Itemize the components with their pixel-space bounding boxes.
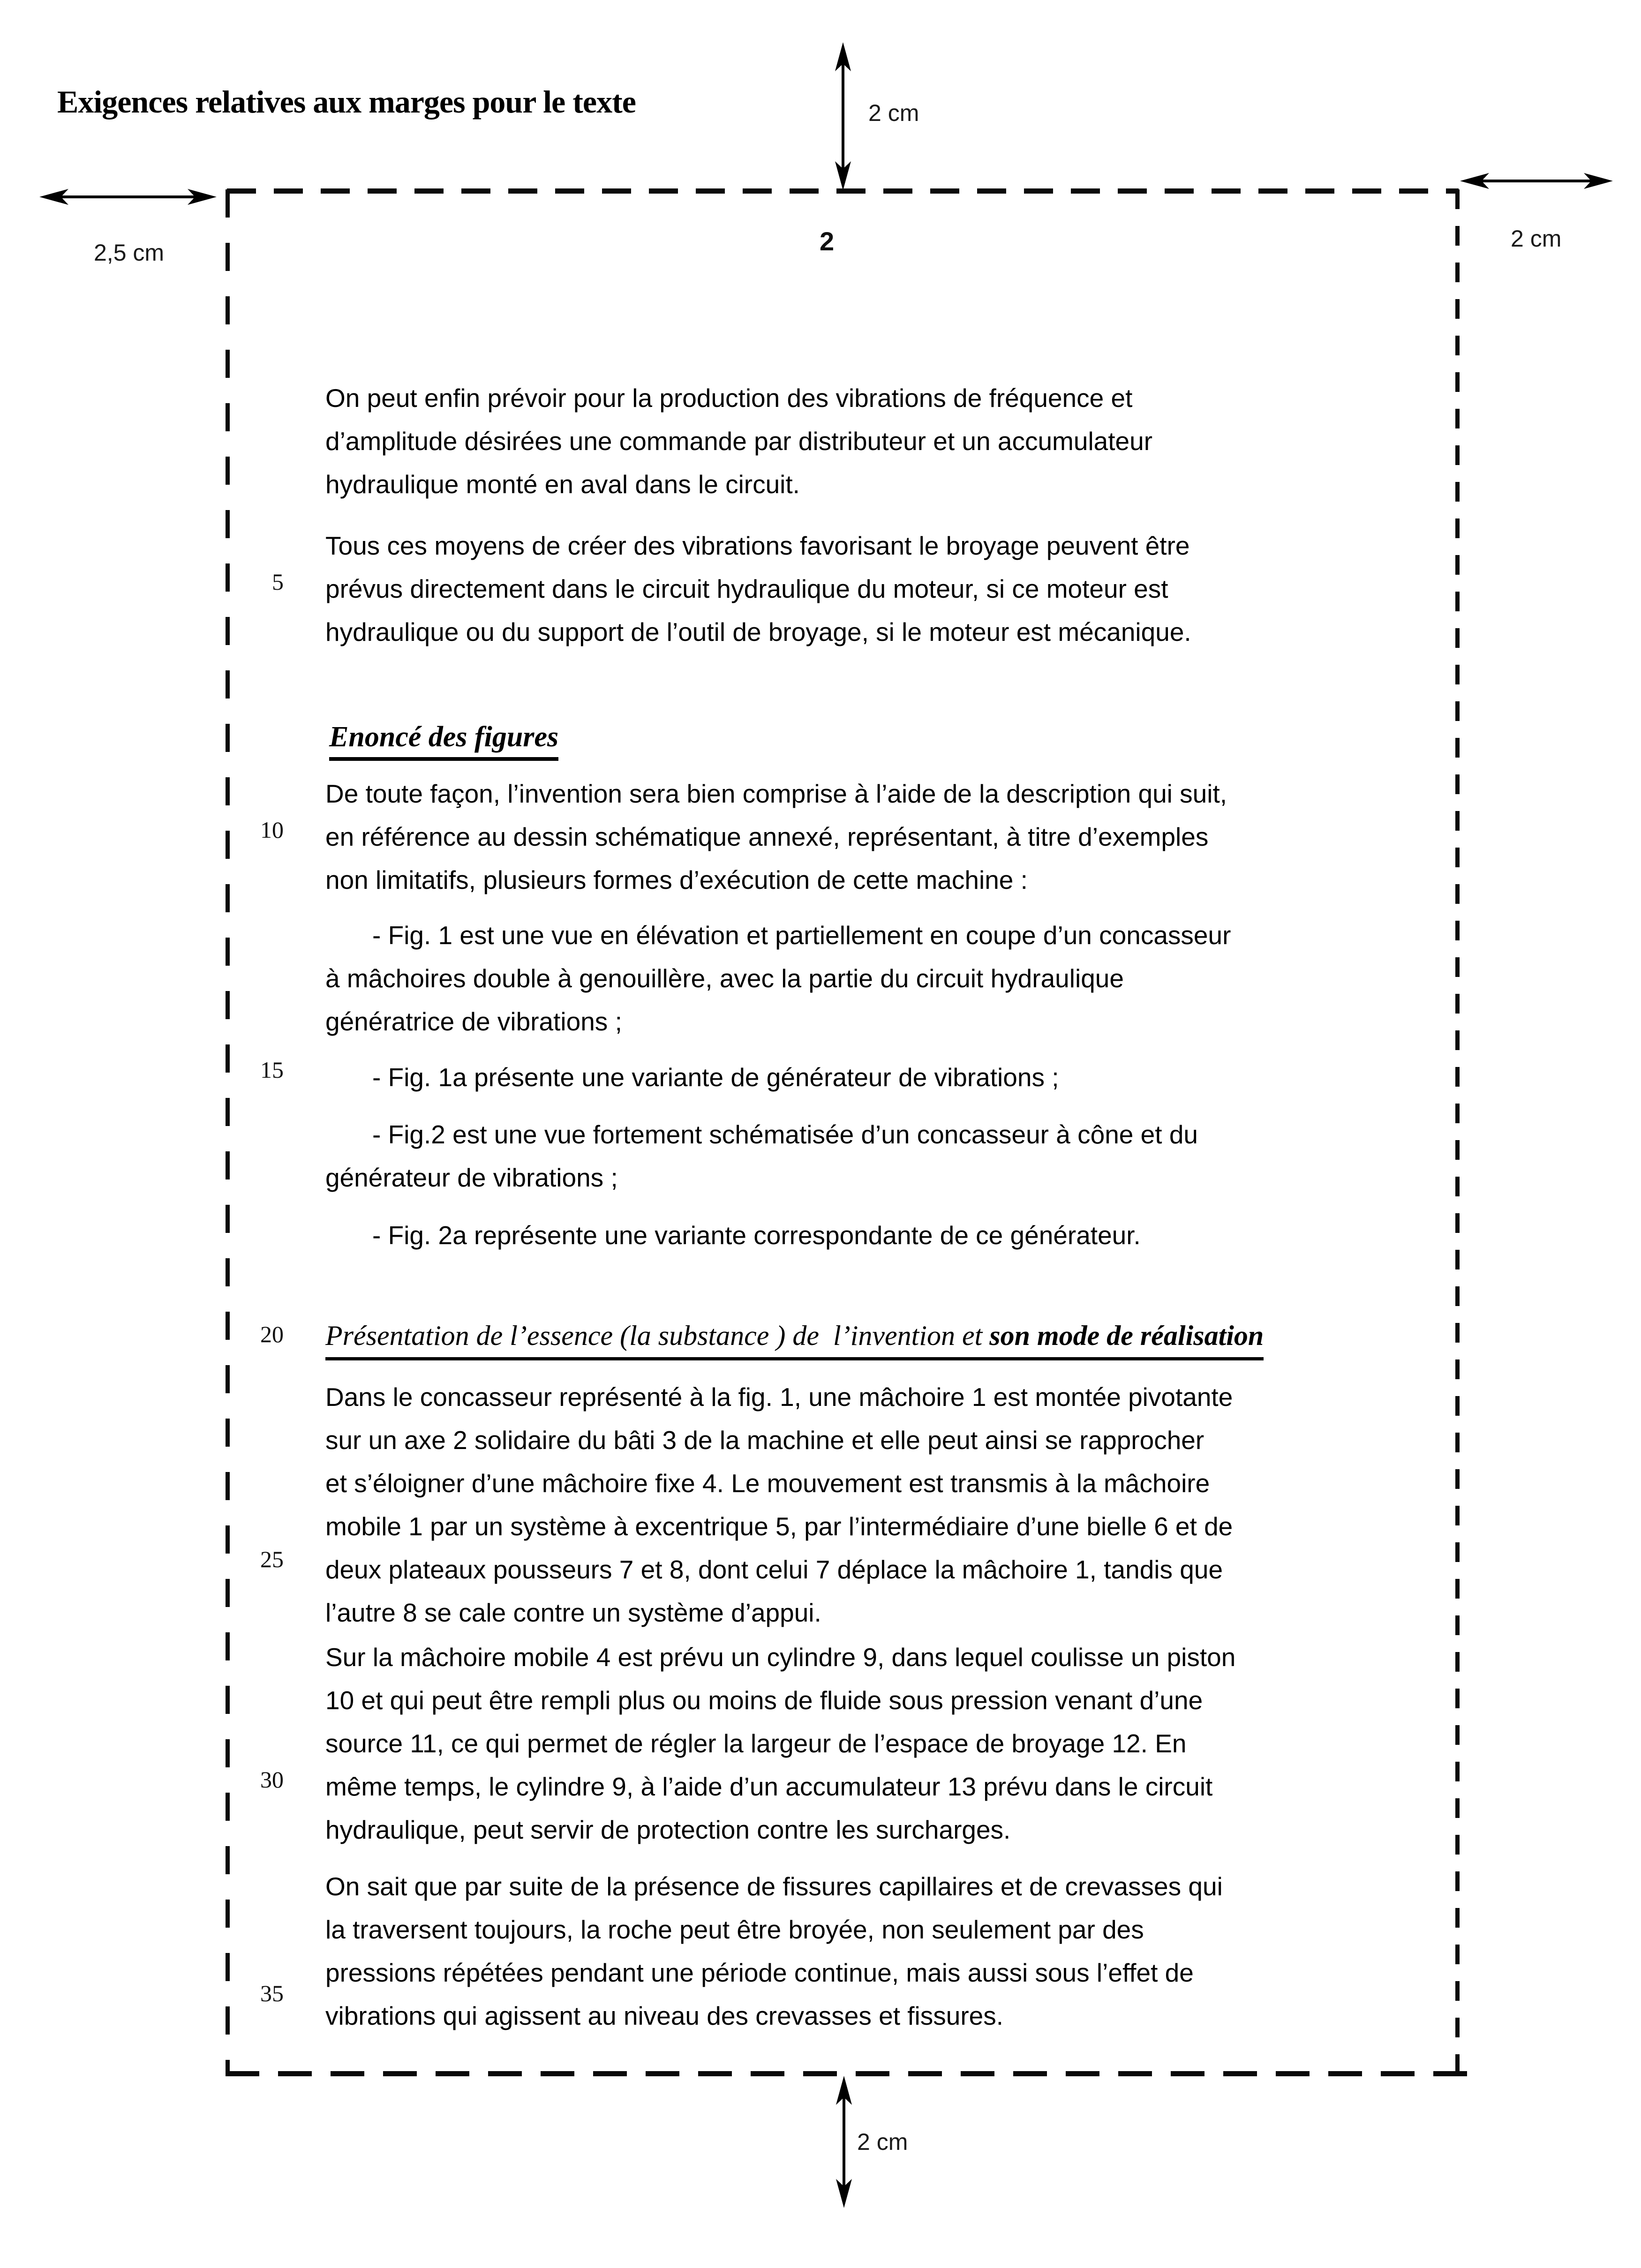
text-column	[325, 0, 1483, 2268]
text-area-border-left	[226, 189, 230, 2075]
right-margin-label: 2 cm	[1511, 225, 1562, 252]
paragraph-cylindre-piston: Sur la mâchoire mobile 4 est prévu un cylindre 9, dans lequel coulisse un piston 10 et qui peut être rempli plus ou moins de fluide sous pression venant d’une source 11, ce qui permet de régler la largeur de l’espace de broyage 12. En même temps, le cylindre 9, à l’aide d’un accumulateur 13 prévu dans le circuit hydraulique, peut servir de protection contre les surcharges.	[325, 1643, 1236, 1844]
paragraph-fissures-capillaires: On sait que par suite de la présence de fissures capillaires et de crevasses qui la traversent toujours, la roche peut être broyée, non seulement par des pressions répétées pendant une période continue, mais aussi sous l’effet de vibrations qui agissent au niveau des crevasses et fissures.	[325, 1872, 1223, 2030]
line-number-30: 30	[260, 1766, 284, 1793]
figure-item-fig1a: - Fig. 1a présente une variante de générateur de vibrations ;	[372, 1063, 1059, 1092]
figure-item-fig1: - Fig. 1 est une vue en élévation et partiellement en coupe d’un concasseur à mâchoires double à genouillère, avec la partie du circuit hydraulique génératrice de vibrations ;	[325, 921, 1231, 1036]
figure-item-fig2: - Fig.2 est une vue fortement schématisée d’un concasseur à cône et du générateur de vibrations ;	[325, 1120, 1198, 1192]
bottom-margin-label: 2 cm	[857, 2129, 908, 2155]
heading-regular-part: Présentation de l’essence (la substance ) de l’invention et	[325, 1320, 990, 1351]
left-margin-double-arrow-icon	[39, 186, 217, 208]
paragraph-concasseur-fig1: Dans le concasseur représenté à la fig. 1, une mâchoire 1 est montée pivotante sur un axe 2 solidaire du bâti 3 de la machine et elle peut ainsi se rapprocher et s’éloigner d’une mâchoire fixe 4. Le mouvement est transmis à la mâchoire mobile 1 par un système à excentrique 5, par l’intermédiaire d’une bielle 6 et de deux plateaux pousseurs 7 et 8, dont celui 7 déplace la mâchoire 1, tandis que l’autre 8 se cale contre un système d’appui.	[325, 1382, 1233, 1627]
line-number-20: 20	[260, 1321, 284, 1347]
section-heading-enonce-des-figures: Enoncé des figures	[329, 718, 558, 761]
page-title: Exigences relatives aux marges pour le texte	[57, 84, 636, 120]
page-number: 2	[820, 226, 835, 256]
line-number-25: 25	[260, 1546, 284, 1572]
heading-bold-part: son mode de réalisation	[989, 1320, 1264, 1351]
top-margin-label: 2 cm	[868, 100, 919, 126]
paragraph-production-vibrations: On peut enfin prévoir pour la production des vibrations de fréquence et d’amplitude désirées une commande par distributeur et un accumulateur hydraulique monté en aval dans le circuit.	[325, 383, 1153, 499]
line-number-15: 15	[260, 1057, 284, 1083]
line-number-5: 5	[272, 569, 284, 595]
figure-item-fig2a: - Fig. 2a représente une variante correspondante de ce générateur.	[372, 1221, 1141, 1250]
line-number-10: 10	[260, 817, 284, 843]
paragraph-de-toute-facon: De toute façon, l’invention sera bien comprise à l’aide de la description qui suit, en référence au dessin schématique annexé, représentant, à titre d’exemples non limitatifs, plusieurs formes d’exécution de cette machine :	[325, 779, 1227, 894]
paragraph-moyens-vibrations: Tous ces moyens de créer des vibrations favorisant le broyage peuvent être prévus directement dans le circuit hydraulique du moteur, si ce moteur est hydraulique ou du support de l’outil de broyage, si le moteur est mécanique.	[325, 531, 1191, 646]
left-margin-label: 2,5 cm	[94, 240, 165, 266]
section-heading-presentation-essence	[325, 1316, 1264, 1360]
line-number-35: 35	[260, 1980, 284, 2006]
